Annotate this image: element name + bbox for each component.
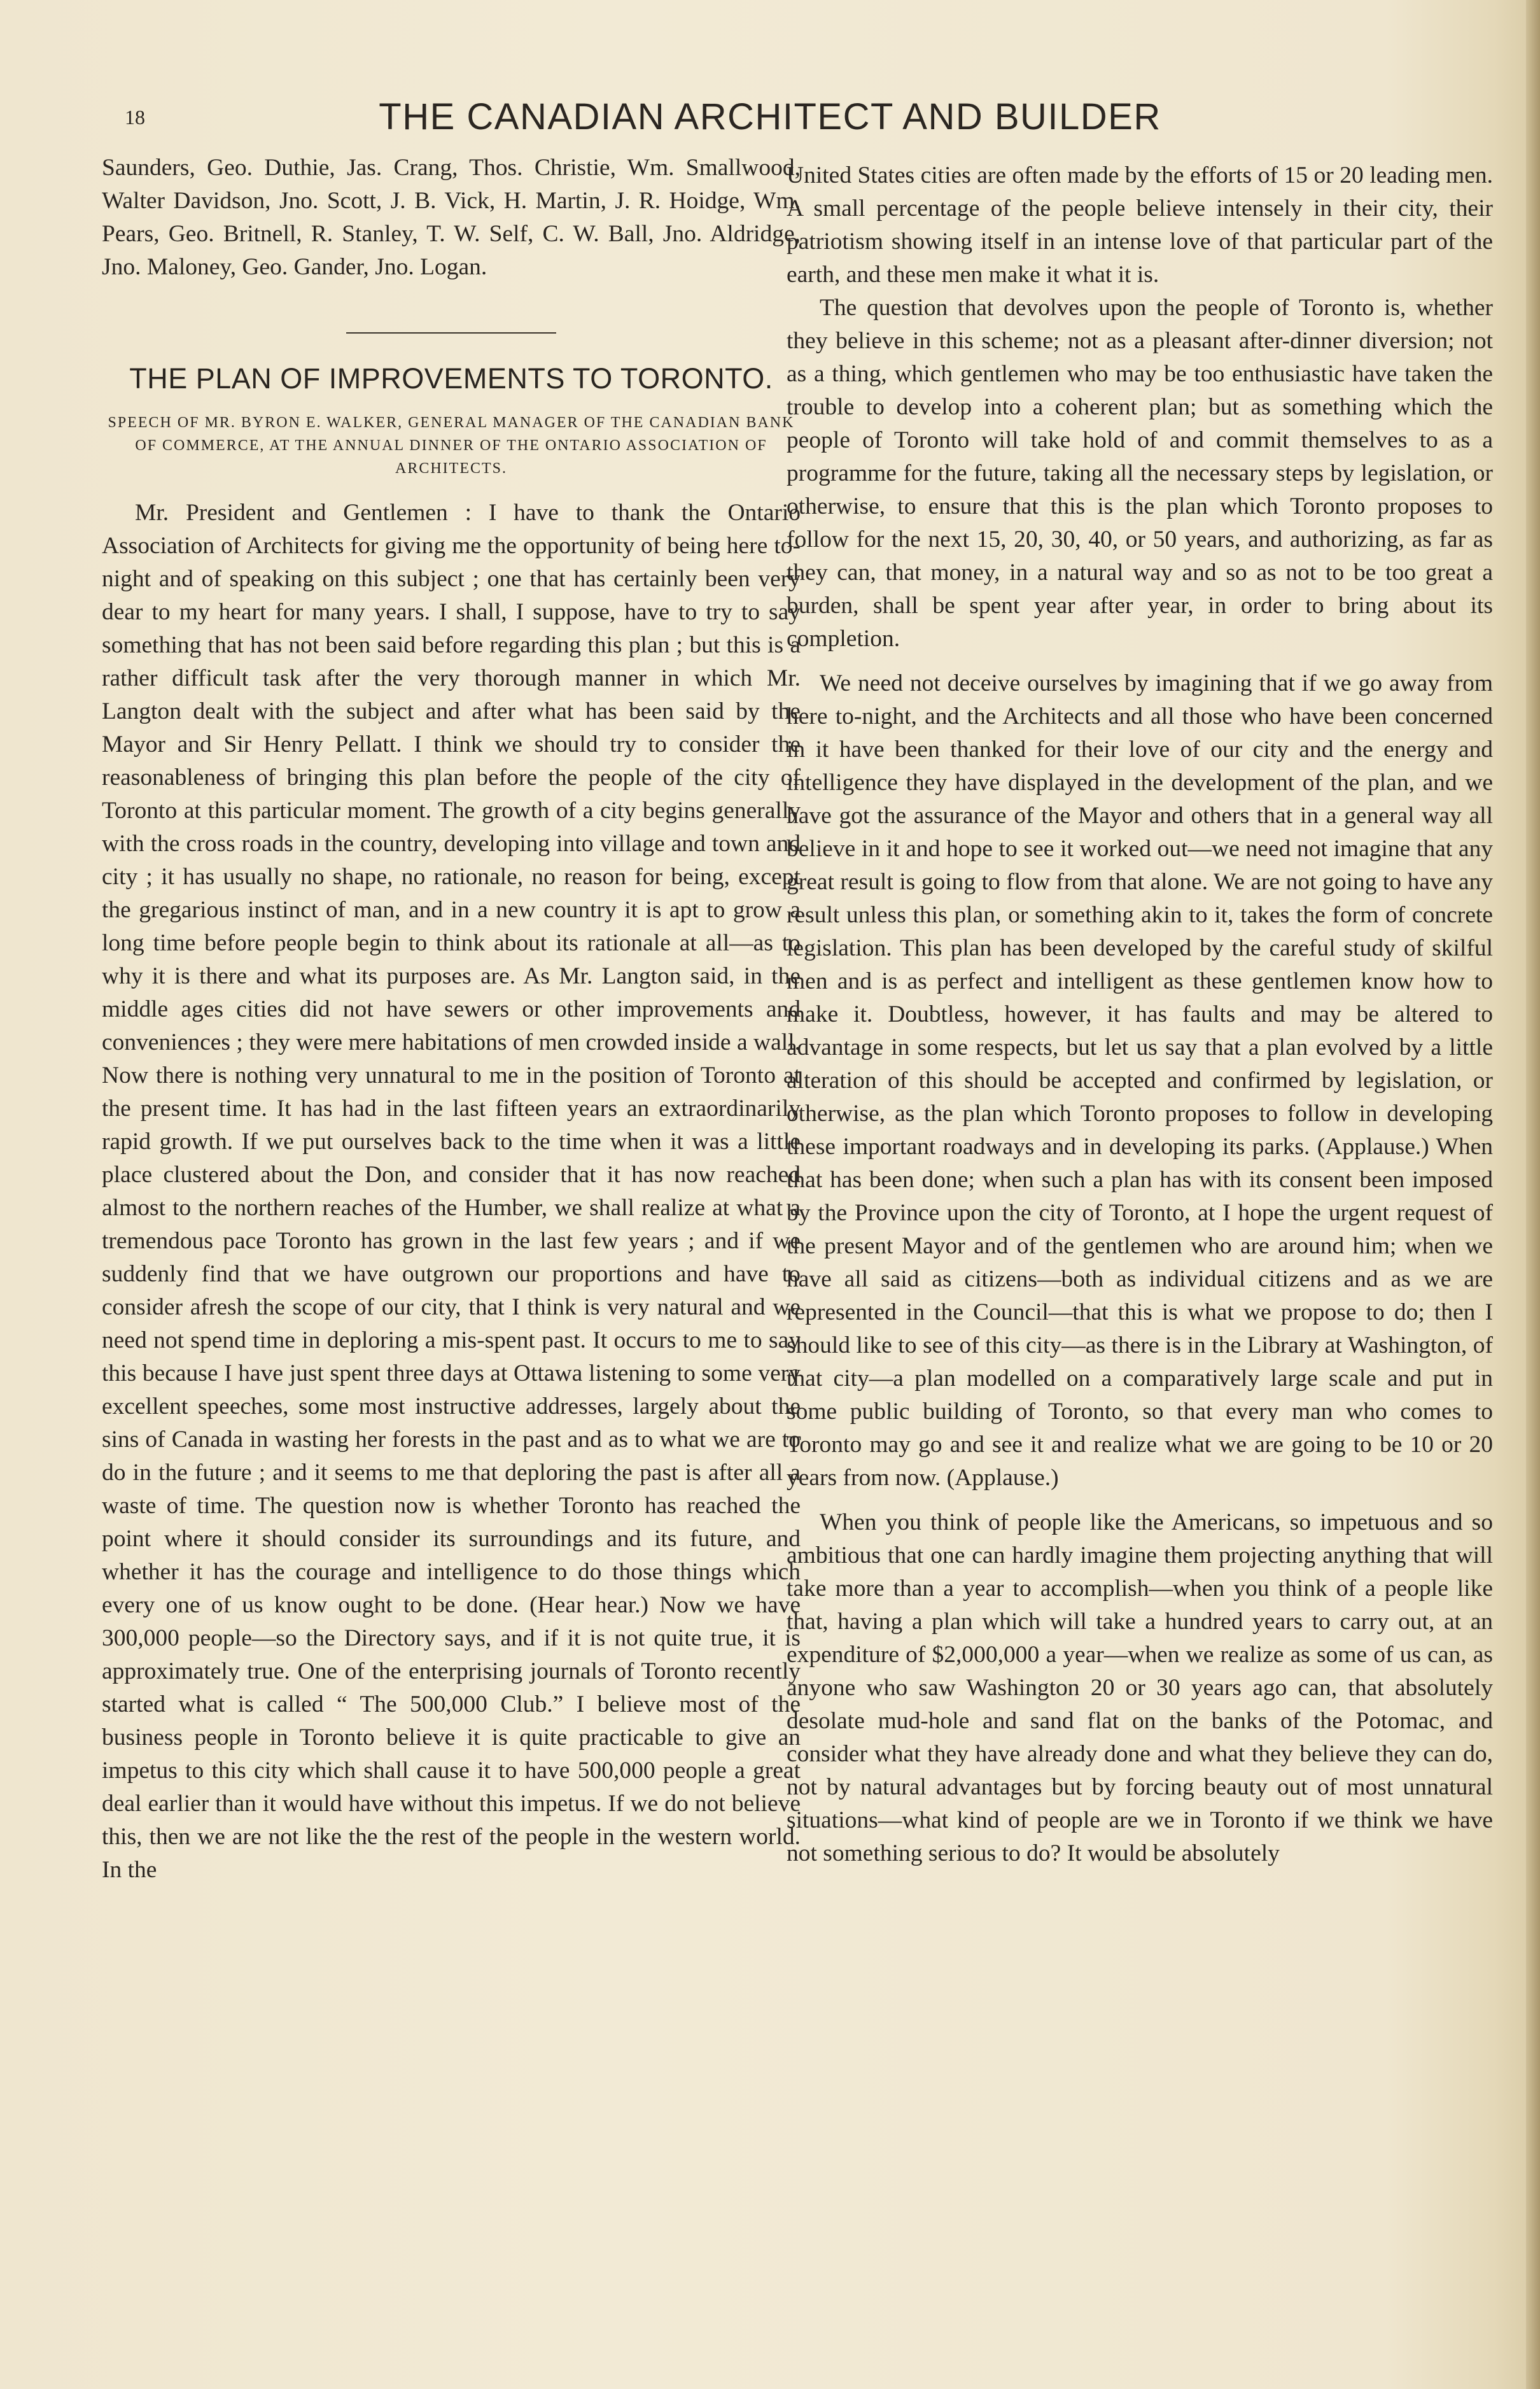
- paragraph-legislation: We need not deceive ourselves by imagining that if we go away from here to-night, and the Architects and all those who have been concerned in it have been thanked for their love of our city and the energy and intelligence they have displayed in the development of the plan, and we have got the assurance of the Mayor and others that in a general way all believe in it and hope to see it worked out—we need not imagine that any great result is going to flow from that alone. We are not going to have any result unless this plan, or something akin to it, takes the form of concrete legislation. This plan has been developed by the careful study of skilful men and is as perfect and intelligent as these gentlemen know how to make it. Doubtless, however, it has faults and may be altered to advantage in some respects, but let us say that a plan evolved by a little alteration of this should be accepted and confirmed by legislation, or otherwise, as the plan which Toronto proposes to follow in developing these important roadways and in developing its parks. (Applause.) When that has been done; when such a plan has with its consent been imposed by the Province upon the city of Toronto, at I hope the urgent request of the present Mayor and of the gentlemen who are around him; when we have all said as citizens—both as individual citizens and as we are represented in the Council—that this is what we propose to do; then I should like to see of this city—as there is in the Library at Washington, of that city—a plan modelled on a comparatively large scale and put in some public building of Toronto, so that every man who comes to Toronto may go and see it and realize what we are going to be 10 or 20 years from now. (Applause.): [787, 670, 1493, 1491]
- speech-paragraph: Mr. President and Gentlemen : I have to thank the Ontario Association of Architects for giving me the opportunity of being here to-night and of speaking on this subject ; one that has certainly been very dear to my heart for many years. I shall, I suppose, have to try to say something that has not been said before regarding this plan ; but this is a rather difficult task after the very thorough manner in which Mr. Langton dealt with the subject and after what has been said by the Mayor and Sir Henry Pellatt. I think we should try to consider the reasonableness of bringing this plan before the people of the city of Toronto at this particular moment. The growth of a city begins generally with the cross roads in the country, developing into village and town and city ; it has usually no shape, no rationale, no reason for being, except the gregarious instinct of man, and in a new country it is apt to grow a long time before people begin to think about its rationale at all—as to why it is there and what its purposes are. As Mr. Langton said, in the middle ages cities did not have sewers or other improvements and conveniences ; they were mere habitations of men crowded inside a wall. Now there is nothing very unnatural to me in the position of Toronto at the present time. It has had in the last fifteen years an extraordinarily rapid growth. If we put ourselves back to the time when it was a little place clustered about the Don, and consider that it has now reached almost to the northern reaches of the Humber, we shall realize at what a tremendous pace Toronto has grown in the last few years ; and if we suddenly find that we have outgrown our proportions and have to consider afresh the scope of our city, that I think is very natural and we need not spend time in deploring a mis-spent past. It occurs to me to say this because I have just spent three days at Ottawa listening to some very excellent speeches, some most instructive addresses, largely about the sins of Canada in wasting her forests in the past and as to what we are to do in the future ; and it seems to me that deploring the past is after all a waste of time. The question now is whether Toronto has reached the point where it should consider its surroundings and its future, and whether it has the courage and intelligence to do those things which every one of us know ought to be done. (Hear hear.) Now we have 300,000 people—so the Directory says, and if it is not quite true, it is approximately true. One of the enterprising journals of Toronto recently started what is called “ The 500,000 Club.” I believe most of the business people in Toronto believe it is quite practicable to give an impetus to this city which shall cause it to have 500,000 people a great deal earlier than it would have without this impetus. If we do not believe this, then we are not like the the rest of the people in the western world. In the: [102, 500, 801, 1883]
- running-title: THE CANADIAN ARCHITECT AND BUILDER: [379, 96, 1161, 137]
- paragraph-gap: [787, 656, 1493, 667]
- section-divider: [346, 332, 556, 334]
- page-number: 18: [125, 106, 145, 129]
- paragraph-americans: When you think of people like the Americans, so impetuous and so ambitious that one can hardly imagine them projecting anything that will take more than a year to accomplish—when you think of a people like that, having a plan which will take a hundred years to carry out, at an expenditure of $2,000,000 a year—when we realize as some of us can, as anyone who saw Washington 20 or 30 years ago can, that absolutely desolate mud-hole and sand flat on the banks of the Potomac, and consider what they have already done and what they believe they can do, not by natural advantages but by forcing beauty out of most unnatural situations—what kind of people are we in Toronto if we think we have not something serious to do? It would be absolutely: [787, 1509, 1493, 1866]
- paragraph-gap: [787, 1495, 1493, 1506]
- article-title: THE PLAN OF IMPROVEMENTS TO TORONTO.: [129, 362, 773, 395]
- left-column: [102, 152, 801, 1887]
- page-edge-shadow: [1526, 0, 1540, 2389]
- paragraph-continuation: United States cities are often made by the efforts of 15 or 20 leading men. A small percentage of the people believe intensely in their city, their patriotism showing itself in an intense love of that particular part of the earth, and these men make it what it is.: [787, 162, 1493, 288]
- article-subhead: SPEECH OF MR. BYRON E. WALKER, GENERAL MANAGER OF THE CANADIAN BANK OF COMMERCE, AT THE ANNUAL DINNER OF THE ONTARIO ASSOCIATION OF ARCHITECTS.: [108, 414, 795, 477]
- names-paragraph: Saunders, Geo. Duthie, Jas. Crang, Thos. Christie, Wm. Smallwood, Walter Davidson, Jno. Scott, J. B. Vick, H. Martin, J. R. Hoidge, Wm. Pears, Geo. Britnell, R. Stanley, T. W. Self, C. W. Ball, Jno. Aldridge, Jno. Maloney, Geo. Gander, Jno. Logan.: [102, 155, 801, 280]
- paragraph-question: The question that devolves upon the people of Toronto is, whether they believe in this scheme; not as a pleasant after-dinner diversion; not as a thing, which gentlemen who may be too enthusiastic have taken the trouble to develop into a coherent plan; but as something which the people of Toronto will take hold of and commit themselves to as a programme for the future, taking all the necessary steps by legislation, or otherwise, to ensure that this is the plan which Toronto proposes to follow for the next 15, 20, 30, 40, or 50 years, and authorizing, as far as they can, that money, in a natural way and so as not to be too great a burden, shall be spent year after year, in order to bring about its completion.: [787, 295, 1493, 652]
- right-column: [787, 159, 1493, 1870]
